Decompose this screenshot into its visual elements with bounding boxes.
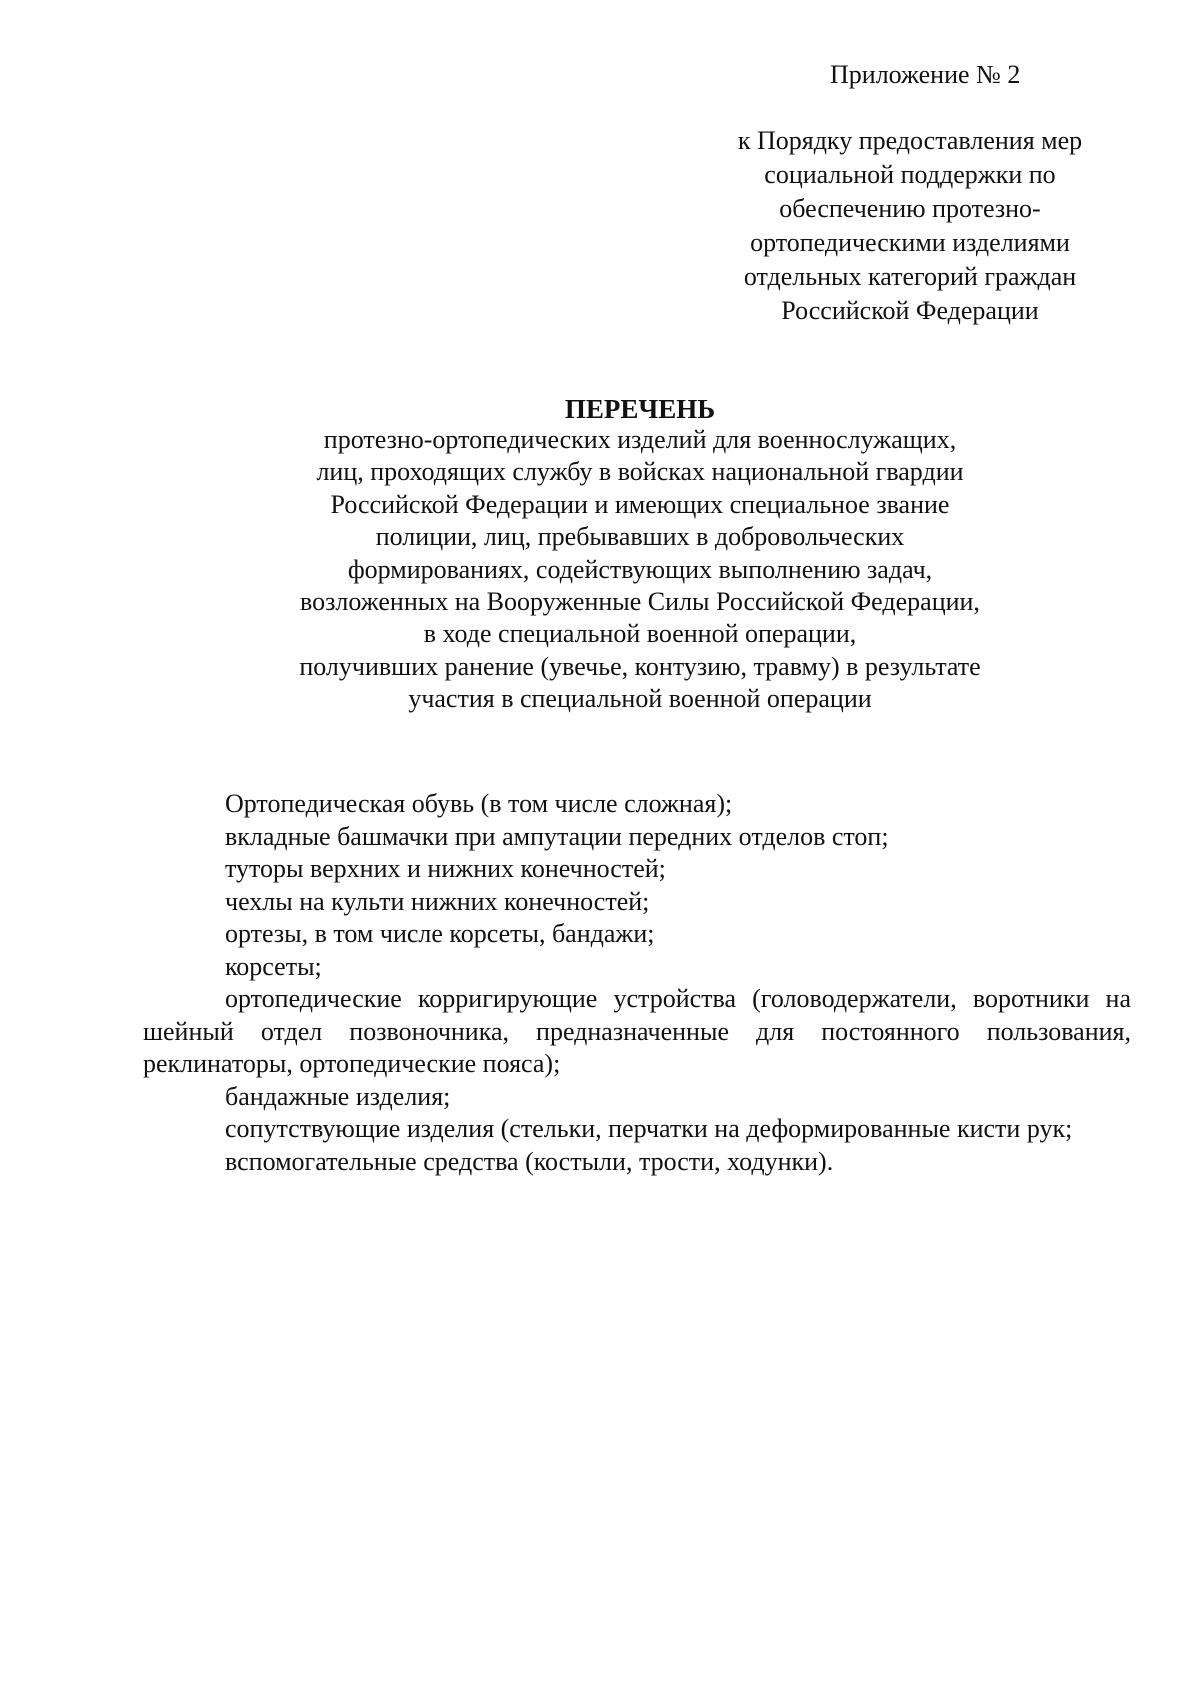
subtitle-line: возложенных на Вооруженные Силы Российской Федерации, [300, 587, 980, 617]
annex-reference-line: обеспечению протезно- [779, 194, 1041, 223]
annex-reference-line: ортопедическими изделиями [750, 228, 1070, 257]
subtitle-line: Российской Федерации и имеющих специальное звание [330, 489, 950, 519]
document-subtitle [140, 424, 1140, 716]
list-item: сопутствующие изделия (стельки, перчатки на деформированные кисти рук; [225, 1114, 1073, 1143]
document-title: ПЕРЕЧЕНЬ [564, 394, 716, 424]
annex-reference [700, 124, 1120, 328]
list-item: ортезы, в том числе корсеты, бандажи; [225, 919, 655, 948]
items-list [143, 788, 1131, 1178]
annex-number: Приложение № 2 [830, 60, 1021, 89]
subtitle-line: участия в специальной военной операции [408, 684, 872, 714]
list-item: туторы верхних и нижних конечностей; [225, 854, 666, 883]
subtitle-line: лиц, проходящих службу в войсках национальной гвардии [316, 457, 964, 487]
list-item: Ортопедическая обувь (в том числе сложная); [225, 789, 733, 818]
subtitle-line: получивших ранение (увечье, контузию, травму) в результате [299, 651, 981, 681]
list-item: вкладные башмачки при ампутации передних отделов стоп; [225, 821, 889, 851]
list-item: бандажные изделия; [225, 1081, 451, 1111]
annex-reference-line: Российской Федерации [781, 296, 1039, 325]
annex-reference-line: социальной поддержки по [764, 160, 1056, 189]
list-item: вспомогательные средства (костыли, трости, ходунки). [225, 1146, 834, 1176]
annex-reference-line: к Порядку предоставления мер [737, 126, 1083, 155]
subtitle-line: формированиях, содействующих выполнению задач, [347, 554, 933, 584]
annex-reference-line: отдельных категорий граждан [743, 262, 1077, 291]
subtitle-line: в ходе специальной военной операции, [423, 619, 857, 649]
list-item: ортопедические корригирующие устройства (головодержатели, воротники на шейный отдел позвоночника, предназначенные для постоянного пользования, реклинаторы, ортопедические пояса); [143, 984, 1131, 1078]
subtitle-line: протезно-ортопедических изделий для военнослужащих, [323, 425, 957, 454]
list-item: чехлы на культи нижних конечностей; [225, 886, 650, 916]
subtitle-line: полиции, лиц, пребывавших в добровольческих [375, 522, 905, 552]
list-item: корсеты; [225, 951, 322, 981]
